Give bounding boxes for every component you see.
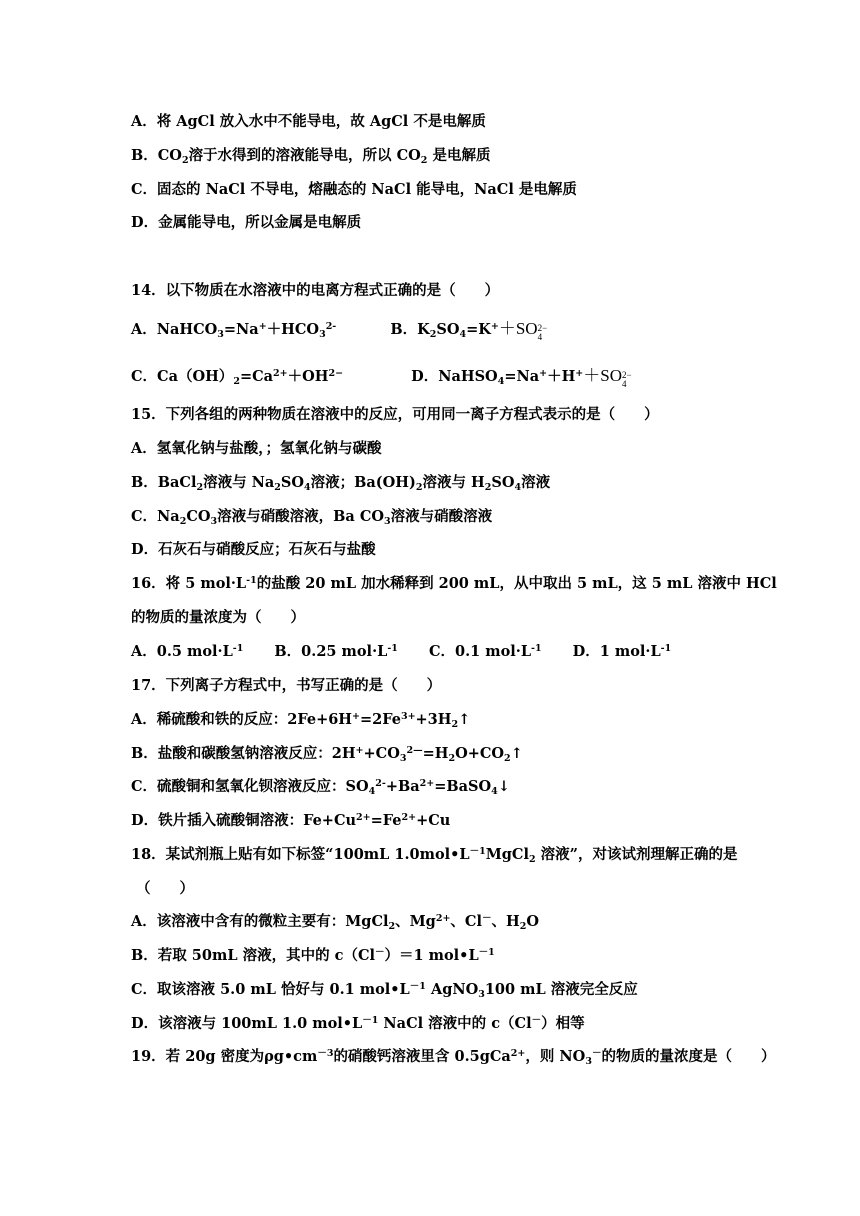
q18-stem-line2: （ ） xyxy=(136,880,194,897)
q14-stem: 14．以下物质在水溶液中的电离方程式正确的是（ ） xyxy=(131,282,500,299)
q13-option-b: B．$CO_2$溶于水得到的溶液能导电，所以 $CO_2$ 是电解质 xyxy=(131,147,491,166)
q18-option-b: B．若取 50mL 溶液，其中的 c（Cl－）＝1 $mol•L^{-1}$ xyxy=(131,947,495,964)
q16-stem-line2: 的物质的量浓度为（ ） xyxy=(131,609,305,626)
q18-option-c: C．取该溶液 5.0 mL 恰好与 0.1 $mol•L^{-1}$ AgNO$_3$100 mL 溶液完全反应 xyxy=(131,981,638,1000)
q17-option-d: D．铁片插入硫酸铜溶液：$Fe+Cu^{2+}=Fe^{2+}+Cu$ xyxy=(131,812,451,829)
q16-option-a: A．0.5 $mol\cdot L^{-1}$ xyxy=(131,643,244,660)
q15-option-c: C．$Na_2CO_3$溶液与硝酸溶液，Ba $CO_3$溶液与硝酸溶液 xyxy=(131,508,493,527)
q13-option-a: A．将 AgCl 放入水中不能导电，故 AgCl 不是电解质 xyxy=(131,113,486,130)
q19-stem: 19．若 20g 密度为$\rho g•cm^{-3}$的硝酸钙溶液里含 0.5gCa$^{2+}$，则 $NO_3^-$的物质的量浓度是（ ） xyxy=(131,1048,776,1067)
q16-options xyxy=(131,642,671,662)
q15-option-b: B．BaCl$_2$溶液与 $Na_2SO_4$溶液；$Ba(OH)_2$溶液与 $H_2SO_4$溶液 xyxy=(131,474,551,493)
q13-option-c: C．固态的 NaCl 不导电，熔融态的 NaCl 能导电，NaCl 是电解质 xyxy=(131,181,577,198)
q15-option-d: D．石灰石与硝酸反应；石灰石与盐酸 xyxy=(131,541,376,558)
q15-stem: 15．下列各组的两种物质在溶液中的反应，可用同一离子方程式表示的是（ ） xyxy=(131,406,659,423)
q14-option-a: A．$NaHCO_3=Na^++HCO_3^{2-}$ xyxy=(131,321,337,340)
q14-option-c: C．$Ca(OH)_2=Ca^{2+}+OH^{2-}$ xyxy=(131,368,344,387)
q16-option-d: D．1 $mol\cdot L^{-1}$ xyxy=(572,643,672,660)
q14-options-cd xyxy=(131,366,632,389)
q18-stem-line1: 18．某试剂瓶上贴有如下标签“100mL $1.0mol•L^{-1}MgCl_2$ 溶液”，对该试剂理解正确的是 xyxy=(131,846,738,865)
q17-option-b: B．盐酸和碳酸氢钠溶液反应：$2H^++CO_3^{2—}=H_2O+CO_2↑$ xyxy=(131,745,523,764)
q16-stem-line1: 16．将 5 $mol\cdot L^{-1}$的盐酸 20 mL 加水稀释到 200 mL，从中取出 5 mL，这 5 mL 溶液中 HCl xyxy=(131,575,777,592)
q17-stem: 17．下列离子方程式中，书写正确的是（ ） xyxy=(131,677,442,694)
q18-option-a: A．该溶液中含有的微粒主要有：MgCl$_2$、$Mg^{2+}$、Cl－、$H_2O$ xyxy=(131,913,539,932)
q14-options-ab xyxy=(131,319,547,342)
q14-option-b: B．$K_2SO_4=K^++SO$ 2− 4 xyxy=(390,319,548,342)
q16-option-b: B．0.25 $mol\cdot L^{-1}$ xyxy=(274,643,398,660)
q17-option-a: A．稀硫酸和铁的反应：$2Fe+6H^+=2Fe^{3+}+3H_2↑$ xyxy=(131,711,471,730)
q16-option-c: C．0.1 $mol\cdot L^{-1}$ xyxy=(428,643,542,660)
q15-option-a: A．氢氧化钠与盐酸，；氢氧化钠与碳酸 xyxy=(131,440,382,457)
q17-option-c: C．硫酸铜和氢氧化钡溶液反应：$SO_4^{2-}+Ba^{2+}=BaSO_4↓$ xyxy=(131,778,510,797)
q18-option-d: D．该溶液与 100mL 1.0 $mol•L^{-1}$ NaCl 溶液中的 c（Cl－）相等 xyxy=(131,1015,585,1032)
q13-option-d: D．金属能导电，所以金属是电解质 xyxy=(131,214,362,231)
q14-option-d: D．NaHSO$_4$=Na+＋H+＋SO 2− 4 xyxy=(411,366,632,389)
